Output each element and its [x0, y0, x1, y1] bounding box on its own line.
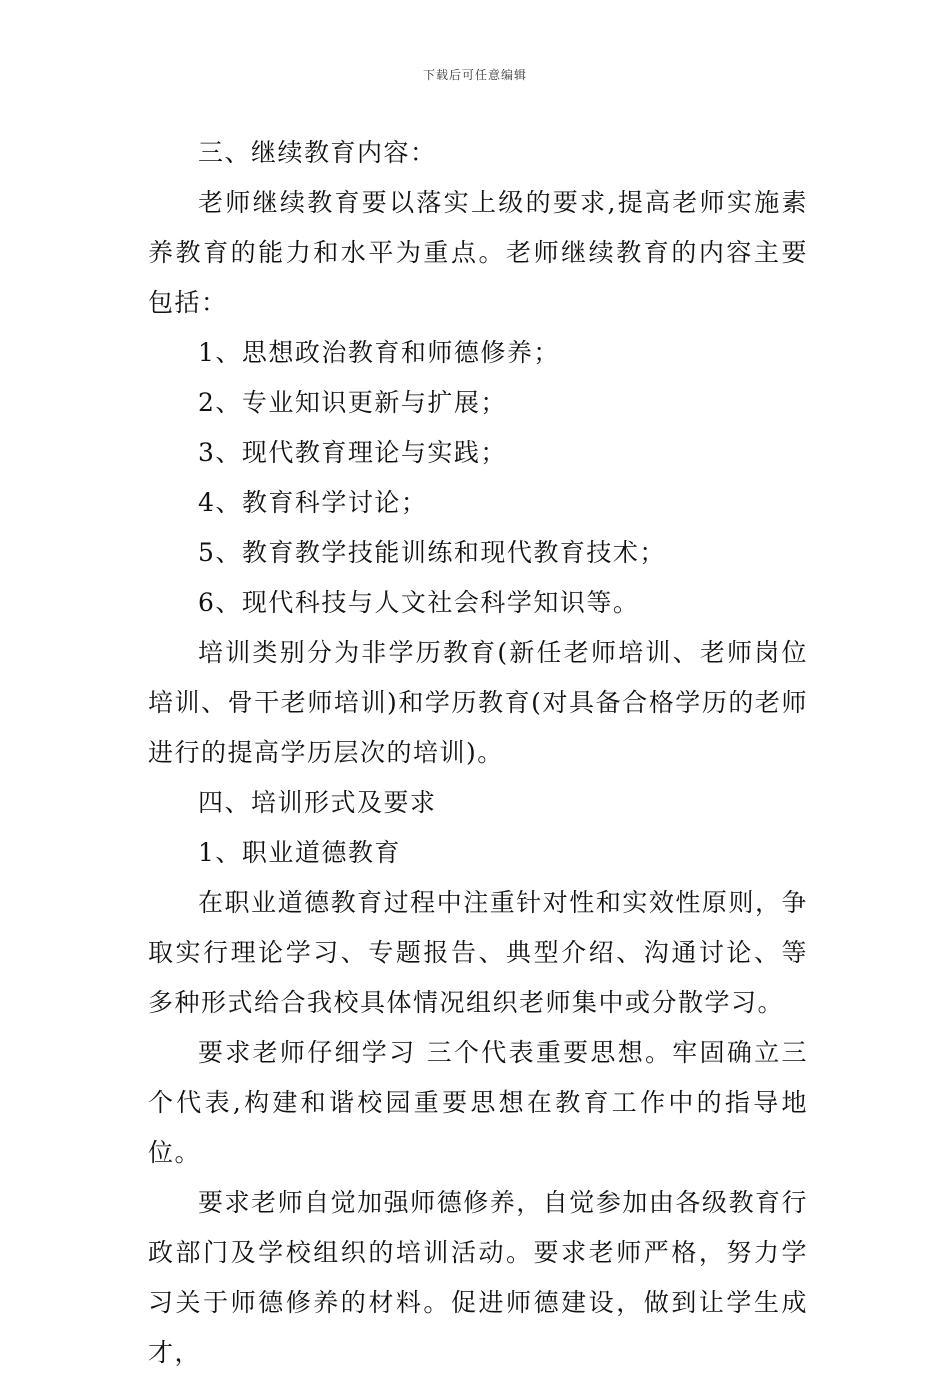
section-heading-4: 四、培训形式及要求	[198, 788, 437, 817]
paragraph-three-represents: 要求老师仔细学习 三个代表重要思想。牢固确立三个代表,构建和谐校园重要思想在教育工作中的指导地位。	[148, 1038, 808, 1167]
list-item-2: 2、专业知识更新与扩展；	[198, 388, 507, 417]
page-header: 下载后可任意编辑	[422, 68, 527, 82]
subsection-heading-1: 1、职业道德教育	[198, 838, 401, 867]
paragraph-ethics-education: 在职业道德教育过程中注重针对性和实效性原则，争取实行理论学习、专题报告、典型介绍、沟通讨论、等多种形式给合我校具体情况组织老师集中或分散学习。	[148, 888, 808, 1017]
list-item-6: 6、现代科技与人文社会科学知识等。	[198, 588, 640, 617]
paragraph-training-types: 培训类别分为非学历教育(新任老师培训、老师岗位培训、骨干老师培训)和学历教育(对具备合格学历的老师进行的提高学历层次的培训)。	[148, 638, 808, 767]
list-item-3: 3、现代教育理论与实践；	[198, 438, 507, 467]
paragraph-ethics-requirements: 要求老师自觉加强师德修养，自觉参加由各级教育行政部门及学校组织的培训活动。要求老师严格，努力学习关于师德修养的材料。促进师德建设，做到让学生成才，	[148, 1188, 808, 1367]
document-body	[148, 128, 808, 1378]
list-item-5: 5、教育教学技能训练和现代教育技术；	[198, 538, 666, 567]
list-item-4: 4、教育科学讨论；	[198, 488, 428, 517]
section-heading-3: 三、继续教育内容：	[198, 138, 437, 167]
list-item-1: 1、思想政治教育和师德修养；	[198, 338, 560, 367]
paragraph-intro: 老师继续教育要以落实上级的要求,提高老师实施素养教育的能力和水平为重点。老师继续教育的内容主要包括：	[148, 188, 808, 317]
